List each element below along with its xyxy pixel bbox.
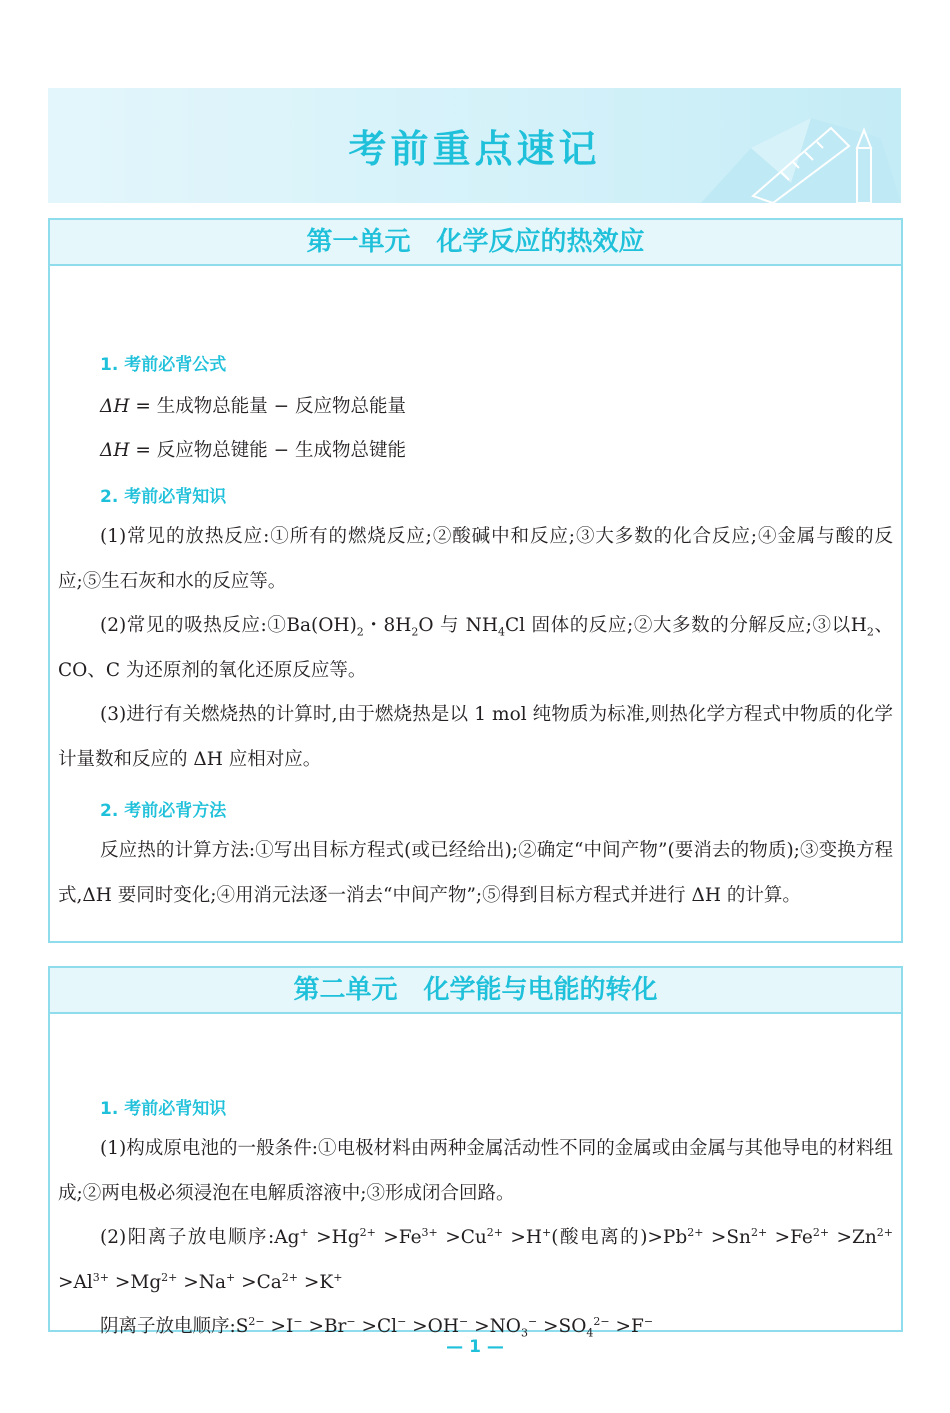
delta-h-symbol: ΔH (100, 440, 130, 461)
paragraph-calculation-method: 反应热的计算方法:①写出目标方程式(或已经给出);②确定“中间产物”(要消去的物质);③变换方程式,ΔH 要同时变化;④用消元法逐一消去“中间产物”;⑤得到目标方程式并进行 ΔH 的计算。 (58, 840, 893, 906)
unit-2-header: 第二单元 化学能与电能的转化 (50, 968, 901, 1014)
paragraph-endothermic: (2)常见的吸热反应$:①Ba(OH)_2$・$8H_2O$ 与 $NH_4Cl$ 固体的反应;②大多数的分解反应;③以$H_2$、CO、C 为还原剂的氧化还原反应等。 (58, 615, 893, 681)
paragraph-anion-order: 阴离子放电顺序$:S^{2-} >I^- >Br^- >Cl^- >OH^- >NO_3^- >SO_4^{2-} >F^-$ (100, 1314, 654, 1340)
formula-bond-energy: ΔH = 反应物总键能 − 生成物总键能 (100, 440, 407, 461)
subheading-methods: 2. 考前必背方法 (100, 801, 227, 821)
paragraph-galvanic-conditions: (1)构成原电池的一般条件:①电极材料由两种金属活动性不同的金属或由金属与其他导电的材料组成;②两电极必须浸泡在电解质溶液中;③形成闭合回路。 (58, 1138, 893, 1204)
page-title: 考前重点速记 (348, 127, 601, 171)
paragraph-combustion-heat: (3)进行有关燃烧热的计算时,由于燃烧热是以 1 mol 纯物质为标准,则热化学方程式中物质的化学计量数和反应的 ΔH 应相对应。 (58, 704, 893, 770)
title-banner (48, 88, 901, 203)
page-number: — 1 — (446, 1337, 504, 1357)
paragraph-exothermic: (1)常见的放热反应:①所有的燃烧反应;②酸碱中和反应;③大多数的化合反应;④金属与酸的反应;⑤生石灰和水的反应等。 (58, 526, 893, 592)
subheading-formulas: 1. 考前必背公式 (100, 355, 227, 375)
delta-h-symbol: ΔH (100, 396, 130, 417)
subheading-knowledge: 1. 考前必背知识 (100, 1099, 227, 1119)
unit-1-header: 第一单元 化学反应的热效应 (50, 220, 901, 266)
unit-1-section (48, 218, 903, 943)
paragraph-cation-order: (2)阳离子放电顺序:Ag+ $>Hg^{2+} >Fe^{3+} >Cu^{2+} >H^+$(酸电离的)$>Pb^{2+} >Sn^{2+} >Fe^{2+} >Zn^{2+} >Al^{3+} >Mg^{2+} >Na^+ >Ca^{2+} >K^+$ (58, 1225, 894, 1293)
unit-2-section (48, 966, 903, 1340)
formula-energy: ΔH = 生成物总能量 − 反应物总能量 (100, 396, 407, 417)
subheading-knowledge: 2. 考前必背知识 (100, 487, 227, 507)
